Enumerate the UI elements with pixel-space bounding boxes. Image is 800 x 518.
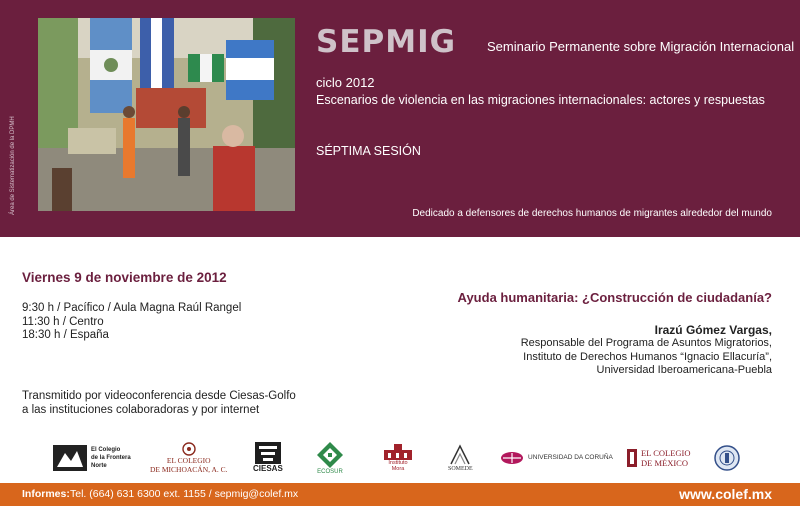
colmex-emblem-icon [627,449,637,467]
colmich-emblem-icon [182,442,196,456]
transmission-line: Transmitido por videoconferencia desde Ciesas-Golfo [22,390,296,402]
session-label: SÉPTIMA SESIÓN [316,144,421,158]
sepmig-logo: SEPMIG [316,24,457,60]
photo-credit: Área de Sistematización de la DPMH [10,116,16,215]
colef-logo[interactable]: El Colegio de la Frontera Norte [53,435,131,480]
ciesas-logo[interactable]: CIESAS [253,435,283,480]
event-photo [38,18,295,211]
colmex-logo[interactable]: EL COLEGIO DE MÉXICO [627,435,691,480]
info-label: Informes: [22,488,70,500]
somede-logo[interactable]: SOMEDE [448,435,473,480]
transmission-line: a las instituciones colaboradoras y por internet [22,404,260,416]
affiliation-line: Instituto de Derechos Humanos “Ignacio Ellacuría”, [523,350,772,363]
schedule-line: 18:30 h / España [22,329,109,341]
colmich-logo[interactable]: EL COLEGIO DE MICHOACÁN, A. C. [150,435,228,480]
website-link[interactable]: www.colef.mx [679,486,772,502]
coruna-logo[interactable]: UNIVERSIDAD DA CORUÑA [500,435,613,480]
org-name: Seminario Permanente sobre Migración Internacional [487,39,795,54]
cycle-theme: Escenarios de violencia en las migraciones internacionales: actores y respuestas [316,93,765,107]
speaker-affiliation [521,337,772,378]
ecosur-logo[interactable]: ECOSUR [316,435,344,480]
somede-emblem-icon [449,444,471,466]
partner-logos [0,435,800,480]
schedule-line: 9:30 h / Pacífico / Aula Magna Raúl Rangel [22,302,242,314]
contact-info[interactable]: Tel. (664) 631 6300 ext. 1155 / sepmig@colef.mx [70,488,299,500]
cycle-label: ciclo 2012 [316,75,375,90]
schedule-line: 11:30 h / Centro [22,315,104,328]
talk-title: Ayuda humanitaria: ¿Construcción de ciudadanía? [457,290,772,305]
instituto-mora-logo[interactable]: Instituto Mora [384,435,412,480]
coruna-emblem-icon [500,451,524,465]
photo-illustration [38,18,295,211]
university-seal-logo[interactable] [714,435,740,480]
colef-emblem-icon [53,445,87,471]
affiliation-line: Responsable del Programa de Asuntos Migratorios, [520,337,772,349]
affiliation-line: Universidad Iberoamericana-Puebla [596,364,772,376]
ciesas-emblem-icon [255,442,281,464]
ecosur-emblem-icon [316,441,344,469]
event-date: Viernes 9 de noviembre de 2012 [22,270,227,285]
dedication: Dedicado a defensores de derechos humanos de migrantes alrededor del mundo [412,208,772,219]
speaker-name: Irazú Gómez Vargas, [654,323,772,337]
seal-emblem-icon [714,445,740,471]
transmission-note [22,389,296,417]
schedule [22,302,241,343]
mora-emblem-icon [384,444,412,460]
